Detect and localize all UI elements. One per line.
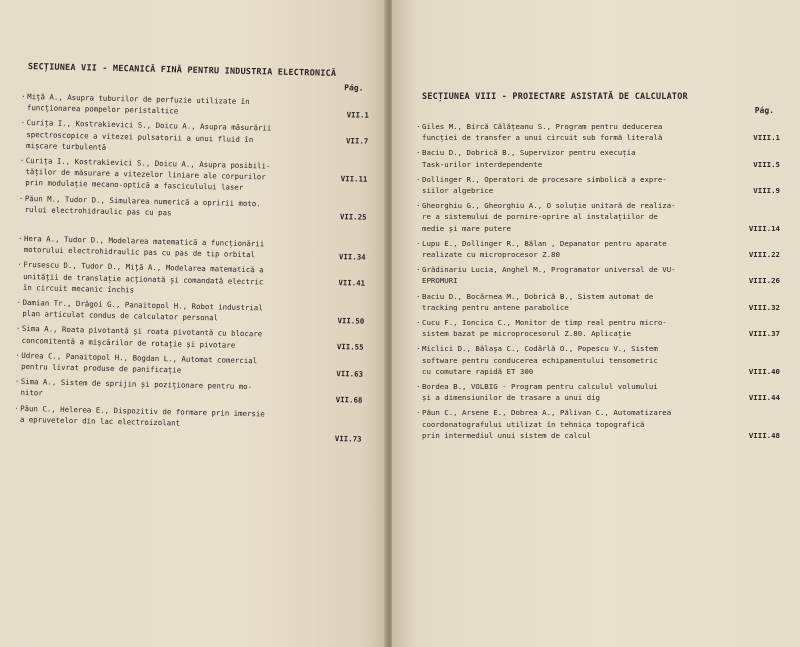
toc-entry	[16, 297, 366, 327]
bullet-mark: ·	[416, 265, 421, 275]
toc-entry-text: Miclici D., Bălașa C., Codârlă O., Popescu V., Sistem software pentru conducerea echipamentului tensometric cu comutare rapidă ET 300	[422, 344, 658, 376]
toc-entry-text: Curița I., Kostrakievici S., Doicu A., Asupra posibili- tăților de măsurare a vitezelor liniare ale corpurilor prin modulație mecano-optică a fasciculului laser	[25, 155, 271, 193]
right-page-content	[416, 92, 782, 445]
toc-entry-text: Lupu E., Dollinger R., Bălan , Depanator pentru aparate realizate cu microprocesor Z.80	[422, 238, 667, 260]
toc-entry-page: VIII.22	[748, 250, 780, 260]
pag-label-right: Pág.	[754, 106, 774, 115]
toc-entry-page: VIII.44	[748, 393, 780, 403]
bullet-mark: ·	[17, 233, 23, 243]
toc-entry-text: Sima A., Sistem de sprijin și poziționare pentru mo- nitor	[20, 377, 253, 398]
toc-entry	[416, 291, 782, 313]
toc-entry-text: Hera A., Tudor D., Modelarea matematică a funcționării motorului electrohidraulic pas cu pas de tip orbital	[23, 233, 265, 260]
toc-entry-text: Păun M., Tudor D., Simularea numerică a opririi moto. rului electrohidraulic pas cu pas	[24, 193, 261, 218]
toc-entry	[14, 376, 364, 406]
toc-entry	[416, 381, 782, 403]
toc-entry	[19, 155, 370, 196]
toc-entry-text: Frusescu D., Tudor D., Mițã A., Modelarea matematică a unității de translație acționată și comandată electric în circuit mecanic închis	[22, 260, 264, 295]
toc-entry-text: Păun C., Helerea E., Dispozitiv de formare prin imersie a epruvetelor din lac electroizolant	[19, 403, 265, 428]
orphan-page-number: VII.73	[334, 434, 362, 444]
toc-entry-page: VII.55	[336, 342, 364, 353]
bullet-mark: ·	[16, 297, 22, 307]
bullet-mark: ·	[17, 260, 22, 270]
entries-group-b	[14, 233, 368, 433]
toc-entry-page: VII.63	[336, 368, 364, 379]
toc-entry-page: VIII.40	[748, 366, 780, 376]
toc-entry-text: Baciu D., Bocârnea M., Dobrică B., Sistem automat de tracking pentru antene parabolice	[422, 291, 654, 312]
bullet-mark: ·	[416, 408, 421, 418]
toc-entry	[416, 407, 782, 441]
pag-label-left: Pág.	[344, 83, 364, 93]
toc-entry-text: Bordea B., VOLBIG - Program pentru calculul volumului și a dimensiunilor de trasare a unui dig	[422, 382, 658, 403]
toc-entry	[416, 317, 782, 339]
toc-entry	[416, 343, 782, 377]
toc-entry-text: Udrea C., Panaitopol H., Bogdan L., Automat comercial pentru livrat produse de panificație	[20, 350, 258, 375]
toc-entry-text: Dollinger R., Operatori de procesare simbolică a expre- siilor algebrice	[422, 174, 667, 196]
toc-entry-page: VII.1	[346, 110, 369, 120]
toc-entry	[416, 174, 782, 196]
toc-entry-page: VII.50	[337, 316, 365, 326]
bullet-mark: ·	[15, 324, 21, 334]
toc-entry-text: Sima A., Roata pivotantă și roata pivotantă cu blocare concomitentă a mișcărilor de rotație și pivotare	[21, 324, 263, 350]
toc-entry-page: VII.34	[338, 252, 366, 262]
toc-entry-text: Păun C., Arsene E., Dobrea A., Pălivan C., Automatizarea coordonatografului utilizat în tehnica topografică prin intermediul unui sistem de calcul	[422, 408, 672, 440]
toc-entry-page: VIII.5	[753, 159, 780, 169]
bullet-mark: ·	[416, 318, 421, 328]
toc-entry-text: Mițã A., Asupra tuburilor de perfuzie utilizate în funcționarea pompelor peristaltice	[26, 91, 250, 116]
bullet-mark: ·	[14, 403, 19, 413]
bullet-mark: ·	[20, 118, 26, 128]
toc-entry	[416, 264, 782, 286]
toc-entry	[17, 259, 368, 300]
toc-entry-page: VIII.9	[753, 186, 780, 196]
left-page	[0, 0, 386, 647]
bullet-mark: ·	[416, 344, 421, 354]
toc-entry	[21, 91, 371, 121]
toc-entry-text: Curița I., Kostrakievici S., Doicu A., Asupra măsurării spectroscopice a vitezei pulsatorii a unui fluid în mișcare turbulentă	[26, 118, 272, 152]
toc-entry-page: VIII.1	[753, 133, 780, 143]
bullet-mark: ·	[416, 148, 421, 158]
bullet-mark: ·	[18, 193, 24, 203]
toc-entry-text: Giles M., Bircă Călățeanu S., Program pentru deducerea funcției de transfer a unui circuit sub formă literală	[422, 122, 663, 143]
toc-entry-text: Cucu F., Ioncica C., Monitor de timp real pentru micro- sistem bazat pe microprocesorul Z.80. Aplicație	[422, 318, 667, 339]
toc-entry-page: VII.7	[345, 136, 369, 147]
bullet-mark: ·	[416, 122, 421, 131]
bullet-mark: ·	[15, 350, 20, 360]
toc-entry	[416, 238, 782, 260]
toc-entry-page: VIII.14	[748, 223, 780, 233]
right-page	[392, 0, 800, 647]
bullet-mark: ·	[416, 174, 421, 184]
toc-entry	[18, 193, 369, 223]
toc-entry-text: Gheorghiu G., Gheorghiu A., O soluție unitară de realiza- re a sistemului de pornire-oprire al instalațiilor de medie și mare putere	[422, 201, 676, 233]
toc-entry	[416, 121, 782, 143]
bullet-mark: ·	[19, 155, 25, 165]
entries-group-a	[18, 91, 372, 223]
toc-entry-page: VIII.48	[748, 430, 780, 440]
bullet-mark: ·	[416, 382, 421, 392]
toc-entry-text: Damian Tr., Drăgoi G., Panaitopol H., Robot industrial plan articulat condus de calculator personal	[22, 297, 263, 323]
bullet-mark: ·	[21, 91, 26, 101]
bullet-mark: ·	[416, 238, 421, 248]
section-vii-title: SECȚIUNEA VII - MECANICĂ FINĂ PENTRU INDUSTRIA ELECTRONICĂ	[27, 62, 337, 79]
entries-list-right	[416, 121, 782, 441]
bullet-mark: ·	[416, 201, 421, 211]
toc-entry-page: VII.25	[339, 211, 367, 222]
left-page-content	[14, 62, 372, 444]
toc-entry-text: Grădinariu Lucia, Anghel M., Programator universal de VU- EPROMURI	[422, 265, 676, 286]
section-viii-title: SECȚIUNEA VIII - PROIECTARE ASISTATĂ DE CALCULATOR	[422, 92, 688, 102]
toc-entry-page: VII.41	[338, 278, 366, 289]
toc-entry-page: VII.68	[335, 395, 363, 405]
toc-entry	[416, 200, 782, 234]
bullet-mark: ·	[14, 377, 20, 387]
bullet-mark: ·	[416, 291, 421, 301]
toc-entry-text: Baciu D., Dobrică B., Supervizor pentru execuția Task-urilor interdependente	[422, 148, 636, 169]
toc-entry-page: VII.11	[340, 174, 368, 184]
toc-entry-page: VIII.32	[748, 302, 780, 312]
toc-entry	[15, 323, 366, 353]
toc-entry	[15, 350, 365, 380]
toc-entry-page: VIII.26	[748, 276, 780, 286]
toc-entry	[20, 117, 371, 158]
toc-entry	[416, 147, 782, 169]
toc-entry-page: VIII.37	[748, 329, 780, 339]
